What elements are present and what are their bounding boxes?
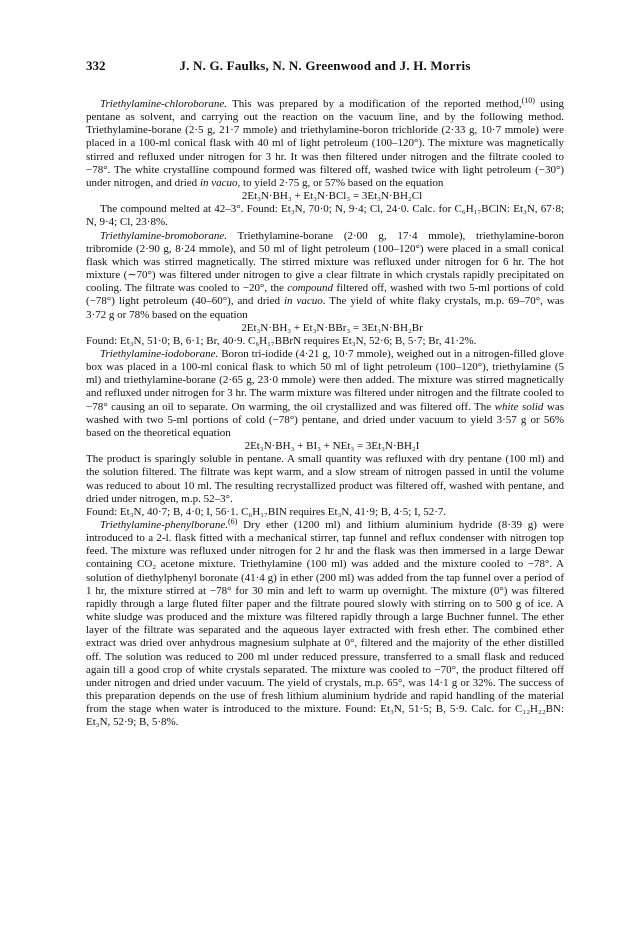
paragraph-bromoborane: Triethylamine-bromoborane. Triethylamine-borane (2·00 g, 17·4 mmole), triethylamine-boron tribromide (2·90 g, 8·24 mmole), and 50 ml of light petroleum (100–120°) were placed in a small conical flask which was stirred magnetically. The stirred mixture was refluxed under nitrogen for 6 hr. The hot mixture (∼70°) was filtered under nitrogen to give a clear filtrate in which crystals rapidly precipitated on cooling. The filtrate was cooled to −20°, the compound filtered off, washed with two 5-ml portions of cold (−78°) light petroleum (40–60°), and dried in vacuo. The yield of white flaky crystals, m.p. 69–70°, was 3·72 g or 78% based on the equation: [86, 229, 564, 321]
reference-marker: (6): [228, 517, 238, 526]
analysis-chloroborane: The compound melted at 42–3°. Found: Et₃N, 70·0; N, 9·4; Cl, 24·0. Calc. for C₆H₁₇BClN: Et₃N, 67·8; N, 9·4; Cl, 23·8%.: [86, 203, 564, 229]
equation-bromoborane: 2Et₃N·BH₃ + Et₃N·BBr₃ = 3Et₃N·BH₂Br: [241, 321, 423, 334]
article-body: [86, 98, 564, 730]
analysis-bromoborane: Found: Et₃N, 51·0; B, 6·1; Br, 40·9. C₆H₁₇BBrN requires Et₃N, 52·6; B, 5·7; Br, 41·2%.: [86, 334, 477, 347]
reference-marker: (10): [521, 96, 535, 105]
paragraph-phenylborane: Triethylamine-phenylborane.$^{(6)}$ Dry ether (1200 ml) and lithium aluminium hydride (8·39 g) were introduced to a 2-l. flask fitted with a mechanical stirrer, tap funnel and reflux condenser with nitrogen top feed. The mixture was refluxed under nitrogen for 2 hr and the flask was then immersed in a large Dewar containing CO₂ acetone mixture. Triethylamine (100 ml) was added and the mixture cooled to −78°. A solution of diethylphenyl boronate (41·4 g) in ether (200 ml) was added from the tap funnel over a period of 1 hr, the mixture stirred at −78° for 30 min and left to warm up overnight. The mixture (0°) was filtered rapidly through a large fluted filter paper and the filtrate poured slowly with stirring on to 500 g of ice. A white sludge was produced and the mixture was filtered rapidly through a large Buchner funnel. The ether layer of the filtrate was separated and the aqueous layer extracted with fresh ether. The combined ether extract was dried over anhydrous magnesium sulphate at 0°, filtered and the majority of the ether distilled off. The solution was reduced to 200 ml under reduced pressure, transferred to a small flask and reduced again till a good crop of white crystals separated. The mixture was cooled to −70°, the product filtered off under nitrogen and dried under vacuum. The yield of crystals, m.p. 65°, was 14·1 g or 32%. The success of this preparation depends on the use of fresh lithium aluminium hydride and rapid handling of the material from the stage when water is introduced to the mixture. Found: Et₃N, 51·5; B, 5·9. Calc. for C₁₂H₂₂BN: Et₃N, 52·9; B, 5·8%.: [86, 517, 564, 729]
analysis-iodoborane: Found: Et₃N, 40·7; B, 4·0; I, 56·1. C₆H₁₇BIN requires Et₃N, 41·9; B, 4·5; I, 52·7.: [86, 505, 447, 518]
paragraph-iodoborane: Triethylamine-iodoborane. Boron tri-iodide (4·21 g, 10·7 mmole), weighed out in a nitrogen-filled glove box was placed in a 100-ml conical flask to which 50 ml of light petroleum (100–120°), triethylamine (5 ml) and triethylamine-borane (2·65 g, 23·0 mmole) were then added. The mixture was stirred magnetically and refluxed under nitrogen for 3 hr. The warm mixture was filtered under nitrogen and the filtrate cooled to −78° causing an oil to separate. On warming, the oil crystallized and was filtered off. The white solid was washed with two 5-ml portions of cold (−78°) pentane, and dried under vacuum to yield 3·57 g or 56% based on the theoretical equation: [86, 347, 565, 439]
compound-title-chloroborane: Triethylamine-chloroborane.: [100, 98, 227, 110]
page-number: 332: [86, 58, 106, 73]
compound-title-bromoborane: Triethylamine-bromoborane.: [100, 229, 227, 242]
running-title: J. N. G. Faulks, N. N. Greenwood and J. H. Morris: [179, 58, 471, 73]
page-header: [86, 58, 564, 78]
compound-title-phenylborane: Triethylamine-phenylborane.: [100, 519, 229, 531]
paragraph-recrystallization: The product is sparingly soluble in pentane. A small quantity was refluxed with dry pentane (100 ml) and the solution filtered. The filtrate was kept warm, and a slow stream of nitrogen passed in until the volume was reduced to about 10 ml. The resulting recrystallized product was filtered off, washed with pentane, and dried under nitrogen, m.p. 52–3°.: [86, 453, 564, 505]
paragraph-chloroborane: Triethylamine-chloroborane. This was prepared by a modification of the reported method,$^{(10)}$ using pentane as solvent, and carrying out the reaction on the vacuum line, and by the following method. Triethylamine-borane (2·5 g, 21·7 mmole) and triethylamine-boron trichloride (2·33 g, 10·7 mmole) were placed in a 100-ml conical flask with 40 ml of light petroleum (100–120°). The mixture was magnetically stirred and refluxed under nitrogen for 3 hr. It was then filtered under nitrogen and the filtrate cooled to −78°. The white crystalline compound formed was filtered off, washed twice with light petroleum (−30°) under nitrogen, and dried in vacuo, to yield 2·75 g, or 57% based on the equation: [86, 96, 564, 189]
equation-iodoborane: 2Et₃N·BH₃ + BI₃ + NEt₃ = 3Et₃N·BH₂I: [244, 440, 420, 453]
compound-title-iodoborane: Triethylamine-iodoborane.: [100, 347, 219, 360]
equation-chloroborane: 2Et₃N·BH₃ + Et₃N·BCl₃ = 3Et₃N·BH₂Cl: [241, 190, 423, 203]
